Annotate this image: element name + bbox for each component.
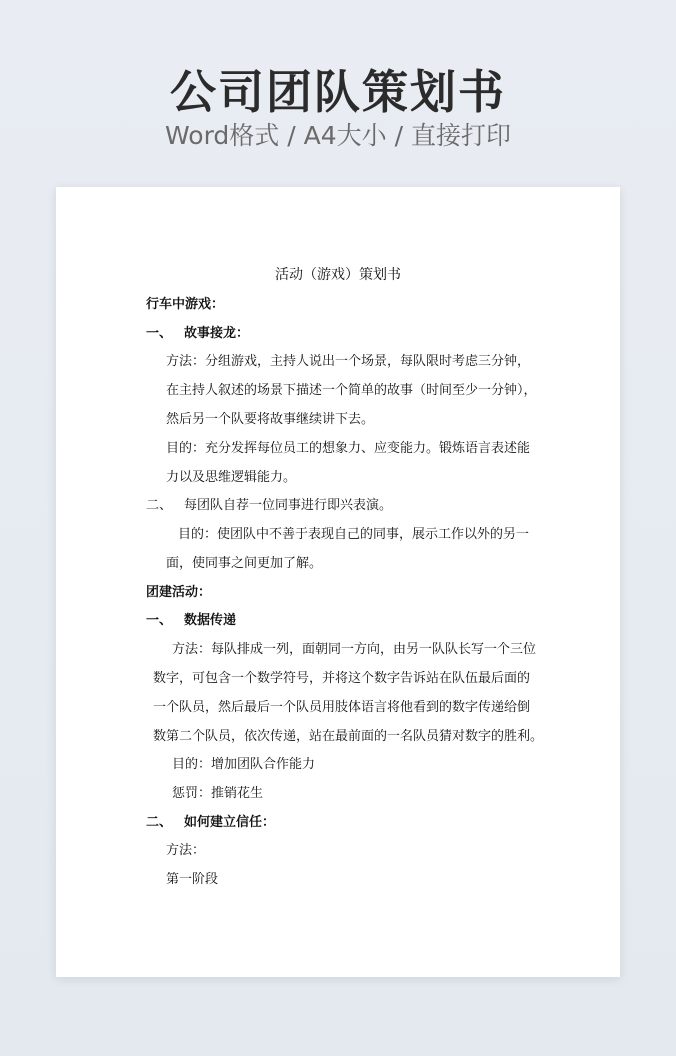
list-item-title: 数据传递 [184, 613, 237, 628]
list-item-data-relay [146, 611, 236, 631]
list-number: 一、 [146, 326, 173, 341]
paragraph-line: 方法：每队排成一列，面朝同一方向，由另一队队长写一个三位 [172, 642, 537, 657]
paragraph-line: 然后另一个队要将故事继续讲下去。 [166, 412, 375, 427]
list-number: 二、 [146, 498, 173, 513]
paragraph-line: 面，使同事之间更加了解。 [166, 556, 323, 571]
paragraph-line: 在主持人叙述的场景下描述一个简单的故事（时间至少一分钟）， [166, 383, 537, 398]
list-item-title: 如何建立信任： [184, 815, 276, 830]
list-item-build-trust [146, 813, 275, 833]
paragraph-line: 力以及思维逻辑能力。 [166, 470, 297, 485]
document-page [56, 187, 620, 977]
paragraph-line: 惩罚：推销花生 [172, 786, 264, 801]
list-item-title: 每团队自荐一位同事进行即兴表演。 [184, 498, 393, 513]
paragraph-line: 目的：充分发挥每位员工的想象力、应变能力。锻炼语言表述能 [166, 441, 531, 456]
paragraph-line: 目的：增加团队合作能力 [172, 757, 316, 772]
section-heading-driving-games: 行车中游戏： [146, 297, 225, 312]
page-subtitle: Word格式 / A4大小 / 直接打印 [165, 121, 511, 150]
list-number: 二、 [146, 815, 173, 830]
paragraph-line: 方法： [166, 843, 206, 858]
list-item-title: 故事接龙： [184, 326, 250, 341]
document-title: 活动（游戏）策划书 [275, 267, 401, 283]
list-item-improv-show [146, 496, 392, 516]
list-number: 一、 [146, 613, 173, 628]
list-item-story-relay [146, 324, 249, 344]
paragraph-line: 方法：分组游戏，主持人说出一个场景，每队限时考虑三分钟， [166, 354, 531, 369]
paragraph-line: 目的：使团队中不善于表现自己的同事，展示工作以外的另一 [178, 527, 530, 542]
section-heading-team-building: 团建活动： [146, 585, 212, 600]
paragraph-line: 数第二个队员，依次传递，站在最前面的一名队员猜对数字的胜利。 [153, 729, 544, 744]
paragraph-line: 第一阶段 [166, 872, 219, 887]
page-title: 公司团队策划书 [170, 65, 506, 119]
paragraph-line: 数字，可包含一个数学符号，并将这个数字告诉站在队伍最后面的 [153, 671, 531, 686]
paragraph-line: 一个队员，然后最后一个队员用肢体语言将他看到的数字传递给倒 [153, 700, 531, 715]
